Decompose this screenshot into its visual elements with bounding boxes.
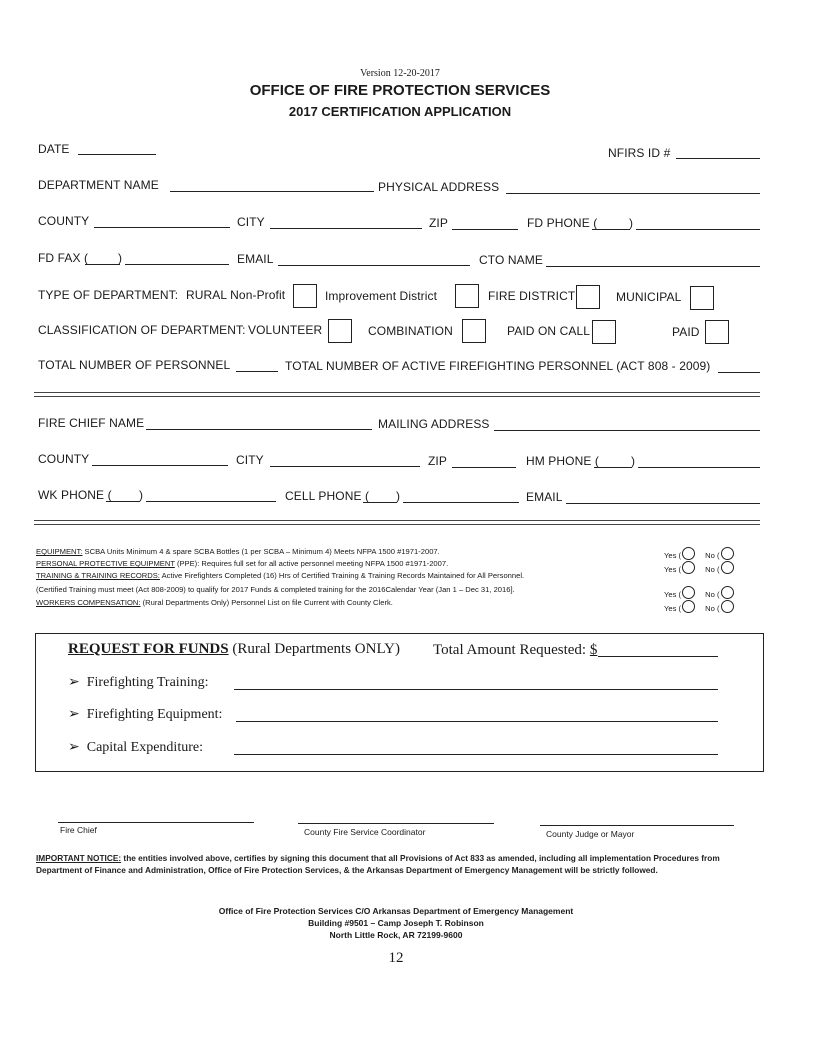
version-label: Version 12-20-2017	[360, 68, 440, 79]
type-fire-district-checkbox[interactable]	[576, 285, 600, 309]
total-amount-field[interactable]	[598, 656, 718, 657]
no-label: No (	[705, 565, 720, 574]
no-label: No (	[705, 604, 720, 613]
coordinator-signature-line[interactable]	[298, 823, 494, 824]
no-radio[interactable]	[721, 586, 734, 599]
wk-phone-label: WK PHONE (	[38, 488, 112, 502]
type-improvement-label: Improvement District	[325, 289, 438, 303]
funds-item-training: ➢ Firefighting Training:	[68, 675, 209, 690]
yes-label: Yes (	[664, 565, 682, 574]
cell-phone-paren: )	[396, 489, 401, 503]
cto-name-label: CTO NAME	[479, 253, 543, 267]
yes-no-row-training	[664, 586, 734, 599]
mailing-address-field[interactable]	[494, 430, 760, 431]
request-for-funds-heading: REQUEST FOR FUNDS (Rural Departments ONLY)	[68, 641, 400, 657]
zip2-label: ZIP	[428, 454, 447, 468]
hm-phone-label: HM PHONE (	[526, 454, 599, 468]
nfirs-field[interactable]	[676, 158, 760, 159]
yes-no-row-workers-comp	[664, 600, 734, 613]
fd-phone-paren: )	[629, 216, 634, 230]
yes-label: Yes (	[664, 590, 682, 599]
funds-training-field[interactable]	[234, 689, 718, 690]
email-label: EMAIL	[237, 252, 274, 266]
department-type-label: TYPE OF DEPARTMENT:	[38, 288, 179, 302]
section-divider	[34, 392, 760, 397]
judge-signature-label: County Judge or Mayor	[546, 829, 635, 839]
fd-phone-field[interactable]	[636, 229, 760, 230]
fd-fax-field[interactable]	[125, 264, 229, 265]
fire-chief-name-label: FIRE CHIEF NAME	[38, 416, 145, 430]
funds-item-equipment: ➢ Firefighting Equipment:	[68, 707, 223, 722]
cell-phone-field[interactable]	[403, 502, 519, 503]
total-active-label: TOTAL NUMBER OF ACTIVE FIREFIGHTING PERSONNEL (ACT 808 - 2009)	[285, 359, 711, 373]
yes-radio[interactable]	[682, 561, 695, 574]
department-name-field[interactable]	[170, 191, 374, 192]
physical-address-field[interactable]	[506, 193, 760, 194]
fd-phone-area-field[interactable]	[592, 229, 630, 230]
yes-radio[interactable]	[682, 586, 695, 599]
no-radio[interactable]	[721, 547, 734, 560]
hm-phone-area-field[interactable]	[594, 467, 632, 468]
requirement-ppe: PERSONAL PROTECTIVE EQUIPMENT (PPE): Requires full set for all active personnel meeting NFPA 1500 #1971-2007.	[36, 559, 449, 568]
yes-label: Yes (	[664, 551, 682, 560]
arrow-bullet-icon: ➢	[68, 740, 80, 755]
type-municipal-checkbox[interactable]	[690, 286, 714, 310]
no-radio[interactable]	[721, 561, 734, 574]
fire-chief-signature-label: Fire Chief	[60, 825, 97, 835]
county2-field[interactable]	[92, 465, 228, 466]
nfirs-label: NFIRS ID #	[608, 146, 671, 160]
funds-equipment-field[interactable]	[236, 721, 718, 722]
county-field[interactable]	[94, 227, 230, 228]
fire-chief-signature-line[interactable]	[58, 822, 254, 823]
class-paid-label: PAID	[672, 325, 700, 339]
wk-phone-area-field[interactable]	[106, 501, 140, 502]
section-divider	[34, 520, 760, 525]
hm-phone-paren: )	[631, 454, 636, 468]
footer-address-line1: Office of Fire Protection Services C/O Arkansas Department of Emergency Management	[218, 906, 574, 916]
yes-label: Yes (	[664, 604, 682, 613]
funds-capital-field[interactable]	[234, 754, 718, 755]
page-title: OFFICE OF FIRE PROTECTION SERVICES	[249, 82, 551, 99]
fd-fax-label: FD FAX (	[38, 251, 89, 265]
type-municipal-label: MUNICIPAL	[616, 290, 682, 304]
city2-label: CITY	[236, 453, 264, 467]
total-personnel-label: TOTAL NUMBER OF PERSONNEL	[38, 358, 231, 372]
class-paid-on-call-label: PAID ON CALL	[507, 324, 591, 338]
email2-label: EMAIL	[526, 490, 563, 504]
requirement-equipment: EQUIPMENT: SCBA Units Minimum 4 & spare SCBA Bottles (1 per SCBA – Minimum 4) Meets NFPA 1500 #1971-2007.	[36, 547, 440, 556]
mailing-address-label: MAILING ADDRESS	[378, 417, 490, 431]
class-volunteer-label: VOLUNTEER	[248, 323, 323, 337]
zip-field[interactable]	[452, 229, 518, 230]
fd-fax-area-field[interactable]	[85, 264, 120, 265]
type-rural-label: RURAL Non-Profit	[186, 288, 286, 302]
arrow-bullet-icon: ➢	[68, 675, 80, 690]
requirement-training: TRAINING & TRAINING RECORDS: Active Firefighters Completed (16) Hrs of Certified Training & Training Records Maintained for All Personnel.	[36, 571, 525, 580]
class-paid-checkbox[interactable]	[705, 320, 729, 344]
cell-phone-area-field[interactable]	[363, 502, 397, 503]
important-notice: IMPORTANT NOTICE: the entities involved above, certifies by signing this document that all Provisions of Act 833 as amended, including all implementation Procedures from Department of Finance and Administration, Office of Fire Protection Services, & the Arkansas Department of Emergency Management will be strictly followed.	[36, 853, 720, 875]
date-label: DATE	[38, 142, 70, 156]
judge-signature-line[interactable]	[540, 825, 734, 826]
requirement-training-note: (Certified Training must meet (Act 808-2009) to qualify for 2017 Funds & completed training for the 2016Calendar Year (Jan 1 – Dec 31, 2016].	[36, 585, 515, 594]
yes-radio[interactable]	[682, 547, 695, 560]
department-name-label: DEPARTMENT NAME	[38, 178, 159, 192]
yes-radio[interactable]	[682, 600, 695, 613]
email2-field[interactable]	[566, 503, 760, 504]
total-active-field[interactable]	[718, 372, 760, 373]
footer-address-line2: Building #9501 – Camp Joseph T. Robinson	[308, 918, 484, 928]
cto-name-field[interactable]	[546, 266, 760, 267]
yes-no-row-ppe	[664, 561, 734, 574]
type-rural-checkbox[interactable]	[293, 284, 317, 308]
wk-phone-paren: )	[139, 488, 144, 502]
coordinator-signature-label: County Fire Service Coordinator	[304, 827, 426, 837]
city2-field[interactable]	[270, 466, 420, 467]
footer-address-line3: North Little Rock, AR 72199-9600	[329, 930, 463, 940]
city-label: CITY	[237, 215, 265, 229]
physical-address-label: PHYSICAL ADDRESS	[378, 180, 500, 194]
county2-label: COUNTY	[38, 452, 90, 466]
zip2-field[interactable]	[452, 467, 516, 468]
zip-label: ZIP	[429, 216, 448, 230]
yes-no-row-equipment	[664, 547, 734, 560]
class-combination-label: COMBINATION	[368, 324, 453, 338]
hm-phone-field[interactable]	[638, 467, 760, 468]
no-radio[interactable]	[721, 600, 734, 613]
classification-label: CLASSIFICATION OF DEPARTMENT:	[38, 323, 246, 337]
date-field[interactable]	[78, 154, 156, 155]
fd-fax-paren: )	[118, 251, 123, 265]
no-label: No (	[705, 590, 720, 599]
page-number: 12	[388, 950, 404, 966]
requirement-workers-comp: WORKERS COMPENSATION: (Rural Departments Only) Personnel List on file Current with County Clerk.	[36, 598, 393, 607]
county-label: COUNTY	[38, 214, 90, 228]
funds-item-capital: ➢ Capital Expenditure:	[68, 740, 203, 755]
page-subtitle: 2017 CERTIFICATION APPLICATION	[288, 104, 512, 119]
class-combination-checkbox[interactable]	[462, 319, 486, 343]
fire-chief-name-field[interactable]	[146, 429, 372, 430]
type-fire-district-label: FIRE DISTRICT	[488, 289, 576, 303]
no-label: No (	[705, 551, 720, 560]
fd-phone-label: FD PHONE (	[527, 216, 598, 230]
total-amount-label: Total Amount Requested: $	[433, 642, 598, 658]
city-field[interactable]	[270, 228, 422, 229]
arrow-bullet-icon: ➢	[68, 707, 80, 722]
email-field[interactable]	[278, 265, 470, 266]
cell-phone-label: CELL PHONE (	[285, 489, 370, 503]
total-personnel-field[interactable]	[236, 371, 278, 372]
wk-phone-field[interactable]	[146, 501, 276, 502]
type-improvement-checkbox[interactable]	[455, 284, 479, 308]
class-volunteer-checkbox[interactable]	[328, 319, 352, 343]
class-paid-on-call-checkbox[interactable]	[592, 320, 616, 344]
